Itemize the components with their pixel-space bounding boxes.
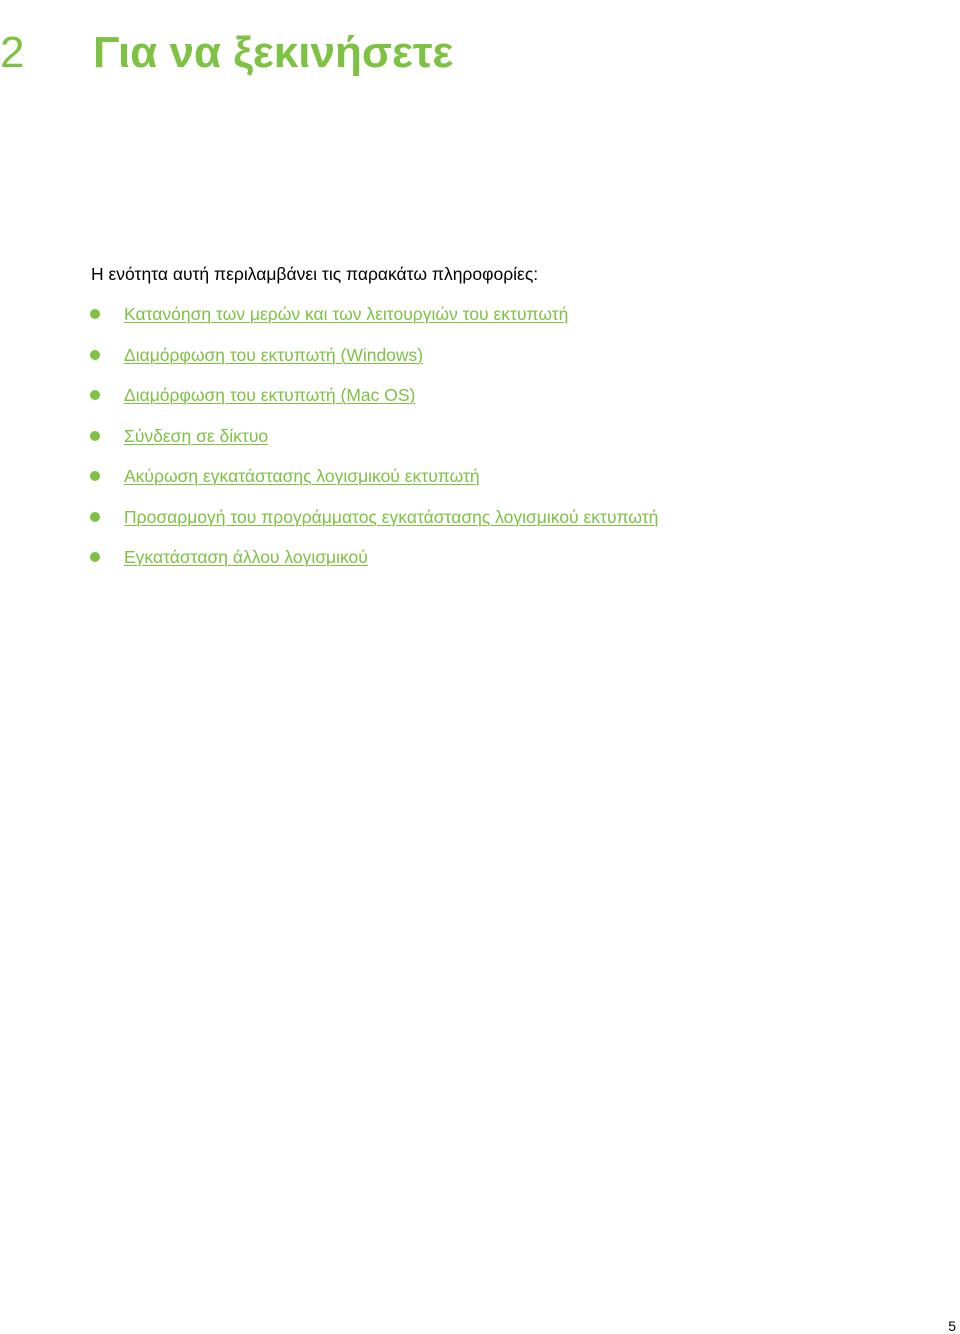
chapter-title: Για να ξεκινήσετε bbox=[93, 28, 454, 78]
topic-link-other-software[interactable]: Εγκατάσταση άλλου λογισμικού bbox=[124, 547, 368, 567]
list-item bbox=[0, 545, 960, 586]
list-item bbox=[0, 424, 960, 465]
bullet-icon bbox=[90, 471, 100, 481]
topic-link-customize-installer[interactable]: Προσαρμογή του προγράμματος εγκατάστασης λογισμικού εκτυπωτή bbox=[124, 506, 659, 527]
bullet-icon bbox=[90, 552, 100, 562]
bullet-icon bbox=[90, 512, 100, 522]
chapter-heading bbox=[0, 29, 940, 81]
intro-text: Η ενότητα αυτή περιλαμβάνει τις παρακάτω πληροφορίες: bbox=[91, 264, 539, 284]
list-item bbox=[0, 302, 960, 343]
topic-link-network[interactable]: Σύνδεση σε δίκτυο bbox=[124, 425, 269, 446]
topic-link-setup-mac[interactable]: Διαμόρφωση του εκτυπωτή (Mac OS) bbox=[124, 385, 416, 405]
topic-link-printer-parts[interactable]: Κατανόηση των μερών και των λειτουργιών του εκτυπωτή bbox=[124, 304, 569, 324]
list-item bbox=[0, 343, 960, 384]
list-item bbox=[0, 383, 960, 424]
page-number: 5 bbox=[948, 1318, 956, 1334]
bullet-icon bbox=[90, 350, 100, 360]
topic-link-uninstall[interactable]: Ακύρωση εγκατάστασης λογισμικού εκτυπωτή bbox=[124, 466, 480, 486]
topic-list bbox=[0, 302, 960, 586]
bullet-icon bbox=[90, 431, 100, 441]
topic-link-setup-windows[interactable]: Διαμόρφωση του εκτυπωτή (Windows) bbox=[124, 344, 424, 365]
bullet-icon bbox=[90, 390, 100, 400]
chapter-number: 2 bbox=[0, 28, 25, 78]
bullet-icon bbox=[90, 309, 100, 319]
list-item bbox=[0, 464, 960, 505]
list-item bbox=[0, 505, 960, 546]
